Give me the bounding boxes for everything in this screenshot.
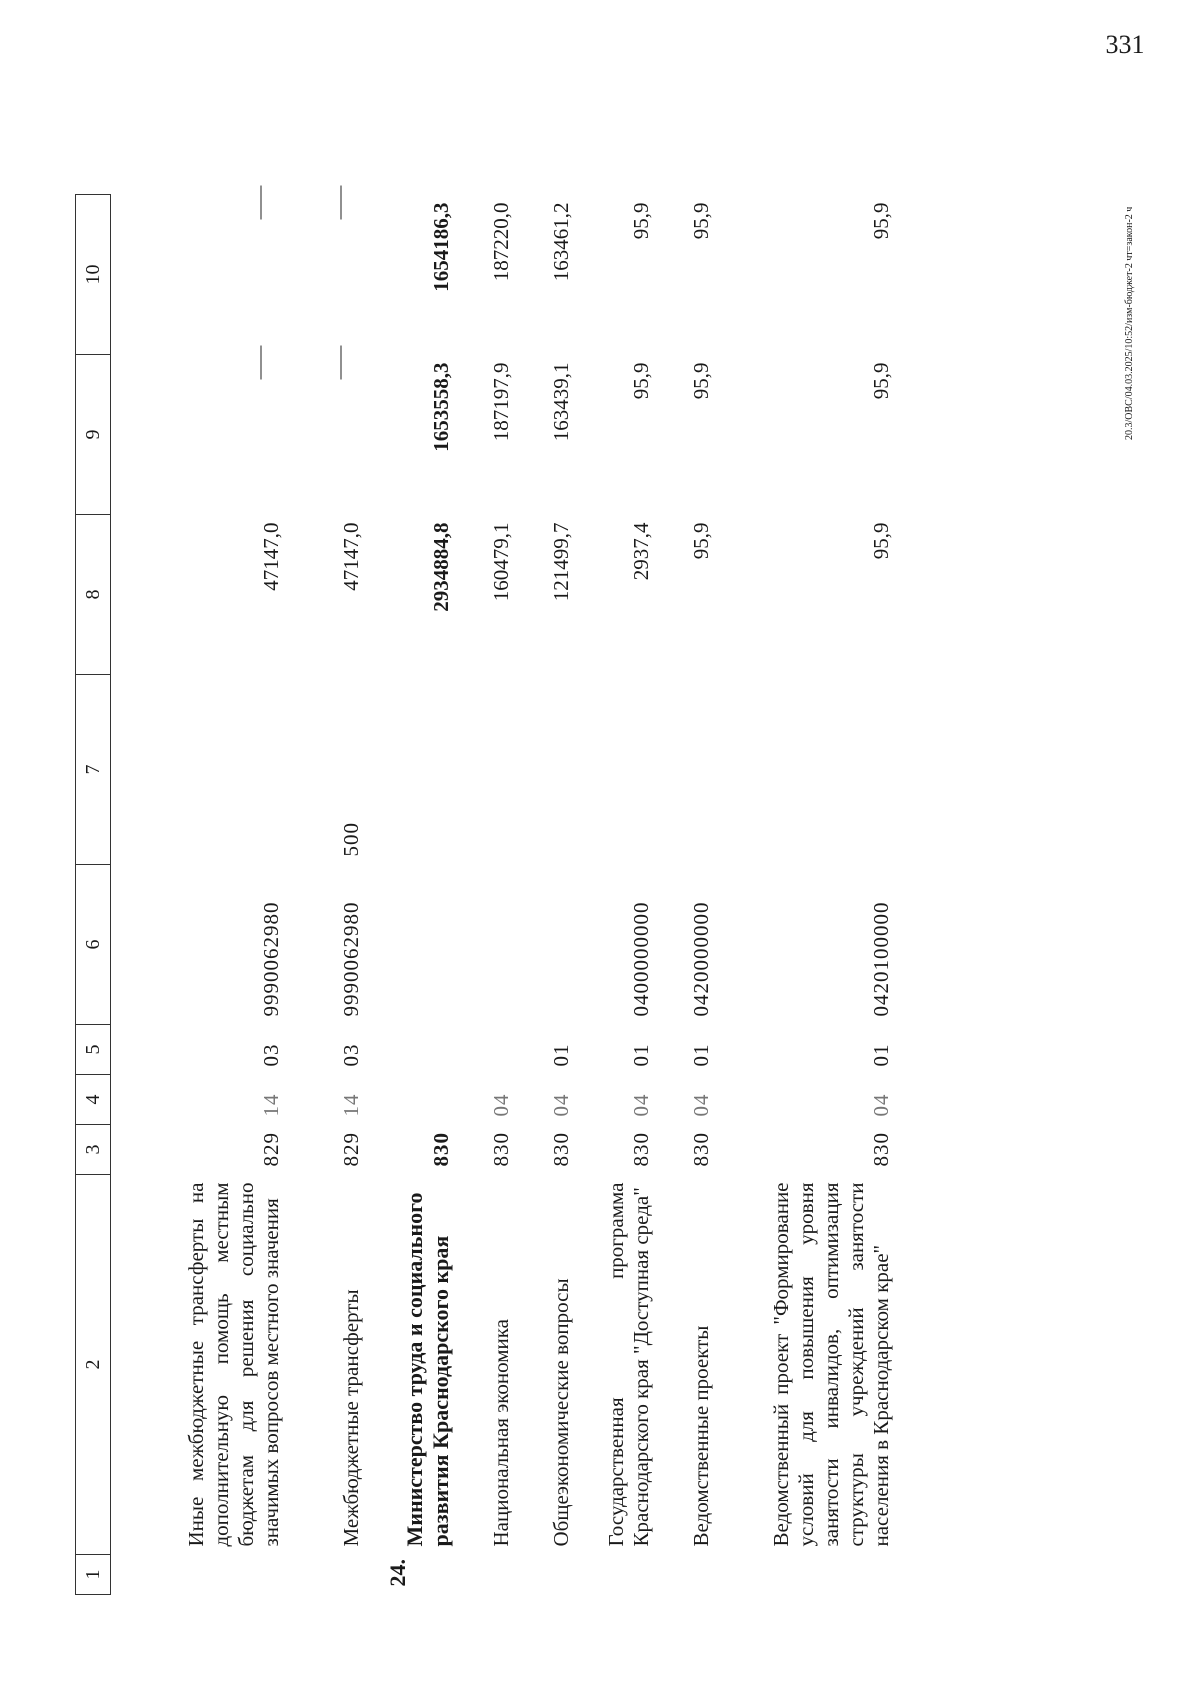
col-header-4: 4 <box>76 1075 111 1125</box>
cell-amount-8: 121499,7 <box>549 522 574 602</box>
row-number <box>521 1555 581 1595</box>
cell-ministry-code: 829 <box>259 1132 284 1167</box>
cell-expense-type: 500 <box>339 822 364 857</box>
row-name: Межбюджетные трансферты <box>339 1289 364 1547</box>
dash-mark <box>341 186 342 220</box>
cell-amount-10: 187220,0 <box>489 202 514 282</box>
cell-subsection-code: 01 <box>629 1043 654 1067</box>
footer-document-code: 20.3/ОВС/04.03.2025/10:52/изм-бюджет-2 чт=закон-2 ч <box>1124 206 1135 440</box>
cell-ministry-code: 830 <box>689 1132 714 1167</box>
cell-section-code: 04 <box>689 1093 714 1117</box>
row-name: Министерство труда и социального развития Краснодарского края <box>401 1192 454 1547</box>
table-row <box>371 195 461 1595</box>
row-number <box>581 1555 661 1595</box>
cell-amount-8: 95,9 <box>689 522 714 560</box>
cell-amount-9: 187197,9 <box>489 362 514 442</box>
cell-ministry-code: 830 <box>429 1132 454 1167</box>
table-row <box>661 195 721 1595</box>
cell-expense-type <box>581 675 661 865</box>
cell-subsection-code <box>461 1025 521 1075</box>
cell-ministry-code: 830 <box>549 1132 574 1167</box>
cell-amount-10: 1654186,3 <box>429 202 454 292</box>
cell-target-code <box>461 865 521 1025</box>
page-number: 331 <box>1105 30 1145 59</box>
row-name: Национальная экономика <box>489 1319 514 1547</box>
row-number <box>111 1555 291 1595</box>
cell-ministry-code: 830 <box>869 1132 894 1167</box>
cell-target-code: 9990062980 <box>259 901 284 1017</box>
cell-section-code: 04 <box>489 1093 514 1117</box>
cell-subsection-code <box>371 1025 461 1075</box>
cell-amount-8: 95,9 <box>869 522 894 560</box>
cell-ministry-code: 830 <box>629 1132 654 1167</box>
row-number <box>461 1555 521 1595</box>
cell-amount-10: 95,9 <box>689 202 714 240</box>
table-row <box>461 195 521 1595</box>
cell-amount-9: 95,9 <box>869 362 894 400</box>
cell-amount-8: 2937,4 <box>629 522 654 581</box>
cell-amount-8: 47147,0 <box>339 522 364 591</box>
cell-target-code <box>371 865 461 1025</box>
row-name: Ведомственные проекты <box>689 1325 714 1547</box>
cell-section-code: 14 <box>259 1093 284 1117</box>
cell-target-code: 0420000000 <box>689 901 714 1017</box>
cell-amount-8: 160479,1 <box>489 522 514 602</box>
table-row <box>581 195 661 1595</box>
cell-section-code: 14 <box>339 1093 364 1117</box>
cell-section-code: 04 <box>549 1093 574 1117</box>
row-number <box>721 1555 901 1595</box>
cell-subsection-code: 01 <box>689 1043 714 1067</box>
cell-amount-10: 163461,2 <box>549 202 574 282</box>
row-name: Ведомственный проект "Формирование условий для повышения уровня занятости инвалидов, оптимизация структуры учреждений занятости населения в Краснодарском крае" <box>768 1182 894 1547</box>
table-row <box>521 195 581 1595</box>
cell-expense-type <box>461 675 521 865</box>
cell-target-code: 0400000000 <box>629 901 654 1017</box>
row-name: Общеэкономические вопросы <box>549 1278 574 1547</box>
budget-table <box>75 194 901 1595</box>
cell-amount-8: 47147,0 <box>259 522 284 591</box>
cell-expense-type <box>661 675 721 865</box>
cell-subsection-code: 03 <box>259 1043 284 1067</box>
cell-expense-type <box>371 675 461 865</box>
cell-expense-type <box>111 675 291 865</box>
col-header-1: 1 <box>76 1555 111 1595</box>
cell-amount-9: 95,9 <box>629 362 654 400</box>
row-number <box>661 1555 721 1595</box>
table-row <box>721 195 901 1595</box>
cell-amount-9: 163439,1 <box>549 362 574 442</box>
cell-expense-type <box>521 675 581 865</box>
cell-amount-8: 2934884,8 <box>429 522 454 612</box>
row-number <box>291 1555 371 1595</box>
col-header-7: 7 <box>76 675 111 865</box>
row-name: Иные межбюджетные трансферты на дополнительную помощь местным бюджетам для решения социально значимых вопросов местного значения <box>183 1182 284 1547</box>
cell-amount-9: 95,9 <box>689 362 714 400</box>
table-row <box>291 195 371 1595</box>
cell-subsection-code: 03 <box>339 1043 364 1067</box>
cell-subsection-code: 01 <box>549 1043 574 1067</box>
cell-expense-type <box>721 675 901 865</box>
col-header-2: 2 <box>76 1175 111 1555</box>
row-number: 24. <box>384 1559 410 1587</box>
col-header-3: 3 <box>76 1125 111 1175</box>
cell-amount-10 <box>291 195 371 355</box>
col-header-10: 10 <box>76 195 111 355</box>
cell-amount-10: 95,9 <box>629 202 654 240</box>
col-header-5: 5 <box>76 1025 111 1075</box>
cell-amount-9 <box>291 355 371 515</box>
dash-mark <box>261 186 262 220</box>
cell-section-code: 04 <box>869 1093 894 1117</box>
cell-target-code: 9990062980 <box>339 901 364 1017</box>
row-name: Государственная программа Краснодарского края "Доступная среда" <box>604 1182 654 1547</box>
cell-amount-10 <box>111 195 291 355</box>
cell-target-code <box>521 865 581 1025</box>
cell-amount-10: 95,9 <box>869 202 894 240</box>
table-row <box>111 195 291 1595</box>
col-header-8: 8 <box>76 515 111 675</box>
table-header-row <box>76 195 111 1595</box>
col-header-9: 9 <box>76 355 111 515</box>
col-header-6: 6 <box>76 865 111 1025</box>
cell-ministry-code: 829 <box>339 1132 364 1167</box>
cell-amount-9: 1653558,3 <box>429 362 454 452</box>
cell-subsection-code: 01 <box>869 1043 894 1067</box>
cell-ministry-code: 830 <box>489 1132 514 1167</box>
cell-section-code: 04 <box>629 1093 654 1117</box>
cell-section-code <box>371 1075 461 1125</box>
cell-amount-9 <box>111 355 291 515</box>
cell-target-code: 0420100000 <box>869 901 894 1017</box>
